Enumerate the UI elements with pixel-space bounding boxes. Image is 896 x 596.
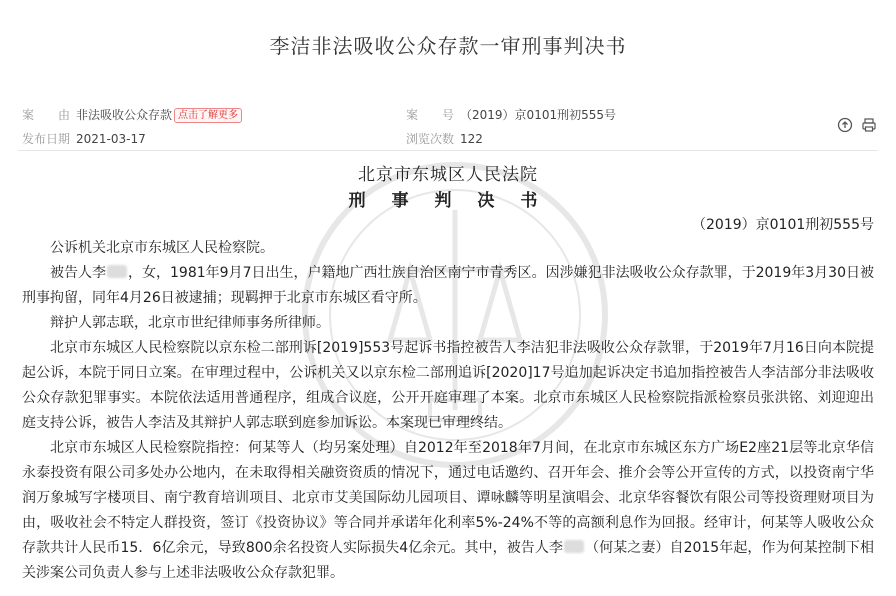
print-icon[interactable] (860, 116, 878, 134)
judgment-body (22, 236, 874, 586)
paragraph-text: 公诉机关北京市东城区人民检察院。 (50, 240, 274, 256)
paragraph-text: （何某之妻）自2015年起，作为何某控制下相关涉案公司负责人参与上述非法吸收公众存款犯罪。 (22, 540, 874, 581)
court-name: 北京市东城区人民法院 (358, 165, 538, 185)
case-number-label: 案 号 (406, 108, 455, 122)
paragraph-text: 被告人李 (50, 265, 107, 281)
paragraph-text: 北京市东城区人民检察院指控：何某等人（均另案处理）自2012年至2018年7月间，在北京市东城区东方广场E2座21层等北京华信永泰投资有限公司多处办公地内，在未取得相关融资资质的情况下，通过电话邀约、召开年会、推介会等公开宣传的方式，以投资南宁华润万象城写字楼项目、南宁教育培训项目、北京市艾美国际幼儿园项目、谭咏麟等明星演唱会、北京华容餐饮有限公司等投资理财项目为由，吸收社会不特定人群投资，签订《投资协议》等合同并承诺年化利率5%-24%不等的高额利息作为回报。经审计，何某等人吸收公众存款共计人民币15．6亿余元，导致800余名投资人实际损失4亿余元。其中，被告人李 (22, 440, 874, 556)
redacted-name (564, 540, 584, 553)
view-count-label: 浏览次数 (406, 132, 455, 146)
redacted-name (107, 265, 127, 278)
case-number-value: （2019）京0101刑初555号 (460, 108, 616, 122)
toolbar (836, 116, 878, 134)
paragraph-prosecutor (22, 236, 874, 261)
view-count-value: 122 (460, 132, 483, 146)
publish-date (22, 130, 146, 147)
case-cause (22, 106, 242, 123)
learn-more-tag[interactable]: 点击了解更多 (174, 108, 242, 123)
paragraph-defense-counsel (22, 311, 874, 336)
paragraph-text: ，女，1981年9月7日出生，户籍地广西壮族自治区南宁市青秀区。因涉嫌犯非法吸收公众存款罪，于2019年3月30日被刑事拘留，同年4月26日被逮捕；现羁押于北京市东城区看守所。 (22, 265, 874, 306)
publish-date-label: 发布日期 (22, 132, 71, 146)
share-icon[interactable] (836, 116, 854, 134)
case-cause-value: 非法吸收公众存款 (76, 108, 173, 122)
paragraph-text: 辩护人郭志联，北京市世纪律师事务所律师。 (50, 315, 330, 331)
paragraph-charges (22, 436, 874, 586)
document-type: 刑 事 判 决 书 (348, 191, 548, 211)
document-case-number: （2019）京0101刑初555号 (692, 217, 874, 233)
paragraph-defendant (22, 261, 874, 311)
publish-date-value: 2021-03-17 (76, 132, 146, 146)
page-title: 李洁非法吸收公众存款一审刑事判决书 (269, 34, 627, 58)
case-number-meta (406, 106, 616, 123)
paragraph-text: 北京市东城区人民检察院以京东检二部刑诉[2019]553号起诉书指控被告人李洁犯非法吸收公众存款罪，于2019年7月16日向本院提起公诉，本院于同日立案。在审理过程中，公诉机关又以京东检二部刑追诉[2020]17号追加起诉决定书追加指控被告人李洁部分非法吸收公众存款犯罪事实。本院依法适用普通程序，组成合议庭，公开开庭审理了本案。北京市东城区人民检察院指派检察员张洪铭、刘迎迎出庭支持公诉，被告人李洁及其辩护人郭志联到庭参加诉讼。本案现已审理终结。 (22, 340, 874, 431)
paragraph-procedure (22, 336, 874, 436)
view-count (406, 130, 483, 147)
case-cause-label: 案 由 (22, 108, 71, 122)
